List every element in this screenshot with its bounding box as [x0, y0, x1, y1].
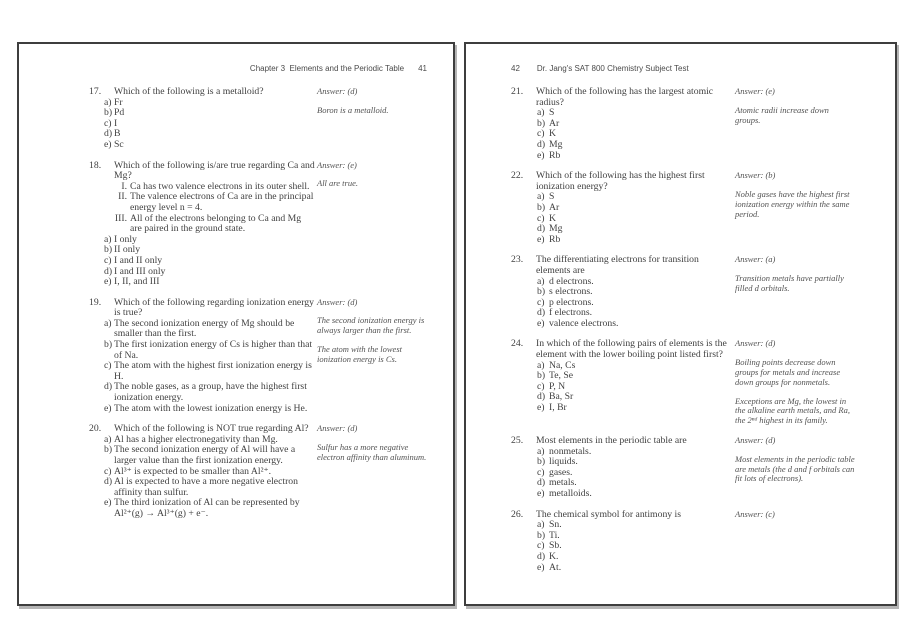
option-label: d) [537, 223, 546, 235]
option-text: I, II, and III [114, 276, 160, 288]
answer-notes [317, 316, 435, 364]
options-list [104, 96, 315, 151]
option-text: The second ionization energy of Mg should be smaller than the first. [114, 317, 295, 340]
question-text: Which of the following is NOT true regarding Al? [114, 423, 309, 435]
question-block [89, 424, 435, 519]
question-text: The differentiating electrons for transition elements are [536, 254, 699, 276]
option-row [537, 563, 733, 574]
question-text: Most elements in the periodic table are [536, 435, 687, 447]
question-content [536, 339, 733, 413]
option-text: Sc [114, 138, 124, 150]
answer-label: Answer: (d) [317, 296, 358, 307]
option-label: c) [104, 254, 112, 266]
answer-notes [735, 274, 855, 294]
option-label: b) [537, 456, 546, 468]
question-block [511, 436, 855, 500]
question-content [104, 296, 315, 415]
question-block [511, 87, 855, 161]
option-label: c) [104, 117, 112, 129]
answer-notes [735, 190, 855, 219]
question-main [89, 298, 315, 415]
option-text: Mg [549, 138, 563, 150]
question-content [104, 86, 315, 151]
option-text: The first ionization energy of Cs is higher than that of Na. [114, 339, 313, 361]
option-row [537, 129, 733, 140]
option-row [104, 119, 315, 130]
option-text: f electrons. [549, 307, 593, 319]
question-block [89, 298, 435, 415]
question-content [536, 510, 733, 574]
question-main [511, 87, 733, 161]
option-label: c) [537, 212, 545, 224]
option-row [104, 361, 315, 382]
question-block [89, 87, 435, 151]
option-row [104, 108, 315, 119]
option-row [104, 319, 315, 340]
question-main [511, 339, 733, 413]
options-list [104, 317, 315, 414]
option-label: c) [104, 360, 112, 372]
answer-note: Atomic radii increase down groups. [735, 104, 829, 125]
option-label: d) [104, 265, 113, 277]
option-text: The atom with the lowest ionization energy is He. [114, 402, 308, 414]
question-main [89, 424, 315, 519]
option-text: I and II only [114, 254, 163, 266]
option-label: a) [537, 359, 545, 371]
option-text: S [549, 107, 555, 119]
option-label: e) [537, 233, 545, 245]
option-label: e) [537, 402, 545, 414]
answer-label: Answer: (d) [735, 435, 776, 446]
option-label: d) [104, 128, 113, 140]
option-row [537, 235, 733, 246]
question-content [536, 171, 733, 245]
answer-notes [735, 106, 855, 126]
answer-label: Answer: (e) [317, 159, 357, 170]
left-page [17, 42, 455, 606]
question-line [511, 339, 733, 413]
option-text: Al is expected to have a more negative electron affinity than sulfur. [114, 476, 298, 498]
option-label: d) [537, 391, 546, 403]
option-text: At. [549, 561, 562, 573]
question-line [89, 424, 315, 519]
option-text: I, Br [549, 402, 567, 414]
option-label: d) [104, 381, 113, 393]
answer-note: Noble gases have the highest first ionization energy within the same period. [735, 188, 850, 219]
question-block [511, 510, 855, 574]
answer-note: Transition metals have partially filled d orbitals. [735, 273, 844, 293]
option-text: Al³⁺ is expected to be smaller than Al²⁺. [114, 465, 272, 477]
answer-column [315, 424, 435, 462]
question-main [511, 255, 733, 329]
question-content [536, 87, 733, 161]
answer-note: All are true. [317, 178, 358, 189]
question-content [536, 255, 733, 329]
answer-note: Most elements in the periodic table are metals (the d and f orbitals can fit lots of electrons). [735, 453, 855, 484]
question-number: 20. [89, 423, 102, 435]
option-label: d) [537, 138, 546, 150]
question-line [511, 87, 733, 161]
question-line [89, 298, 315, 415]
statement-text: All of the electrons belonging to Ca and Mg are paired in the ground state. [130, 212, 302, 235]
option-row [537, 192, 733, 203]
statement-label: III. [114, 212, 127, 224]
answer-column [733, 255, 855, 293]
statement-text: Ca has two valence electrons in its outer shell. [130, 180, 310, 192]
question-line [89, 161, 315, 288]
question-text: Which of the following has the largest atomic radius? [536, 86, 714, 108]
answer-note: Exceptions are Mg, the lowest in the alkaline earth metals, and Ra, the 2ⁿᵈ highest in its family. [735, 395, 850, 426]
option-label: a) [104, 233, 112, 245]
right-page-number: 42 [511, 64, 520, 73]
chapter-title: Chapter 3 Elements and the Periodic Table [249, 64, 405, 73]
question-number: 18. [89, 159, 102, 171]
option-label: b) [537, 117, 546, 129]
option-label: b) [104, 444, 113, 456]
option-text: s electrons. [549, 286, 593, 298]
option-label: b) [537, 529, 546, 541]
option-label: e) [537, 149, 545, 161]
option-row [104, 404, 315, 415]
option-label: e) [104, 402, 112, 414]
option-label: c) [537, 540, 545, 552]
option-label: a) [537, 191, 545, 203]
question-main [89, 87, 315, 151]
question-main [511, 436, 733, 500]
option-row [537, 214, 733, 225]
option-text: Pd [114, 107, 125, 119]
answer-note: The second ionization energy is always larger than the first. [317, 315, 425, 336]
answer-notes [735, 358, 855, 426]
option-text: Te, Se [549, 370, 574, 382]
option-label: d) [104, 476, 113, 488]
option-label: b) [537, 370, 546, 382]
statement-list [114, 182, 315, 235]
option-row [537, 140, 733, 151]
option-label: e) [537, 561, 545, 573]
option-label: a) [537, 519, 545, 531]
question-block [511, 339, 855, 426]
option-text: I and III only [114, 265, 166, 277]
option-label: c) [537, 296, 545, 308]
option-label: a) [537, 275, 545, 287]
options-list [536, 447, 733, 500]
option-text: B [114, 128, 121, 140]
option-text: Na, Cs [549, 359, 576, 371]
option-text: Al has a higher electronegativity than Mg. [114, 433, 278, 445]
options-list [536, 192, 733, 245]
option-label: e) [537, 488, 545, 500]
option-label: b) [537, 286, 546, 298]
question-line [511, 171, 733, 245]
option-text: valence electrons. [549, 317, 619, 329]
question-text: The chemical symbol for antimony is [536, 508, 682, 520]
question-number: 23. [511, 254, 524, 266]
left-questions-column [89, 87, 435, 520]
option-label: e) [104, 138, 112, 150]
answer-notes [735, 455, 855, 484]
option-row [104, 140, 315, 151]
answer-note: Sulfur has a more negative electron affinity than aluminum. [317, 442, 427, 462]
question-line [511, 255, 733, 329]
option-label: b) [104, 107, 113, 119]
answer-label: Answer: (a) [735, 254, 776, 265]
answer-label: Answer: (b) [735, 170, 776, 181]
option-row [537, 151, 733, 162]
statement-label: I. [121, 180, 127, 192]
question-text: Which of the following has the highest first ionization energy? [536, 170, 705, 192]
question-block [511, 171, 855, 245]
option-text: metalloids. [549, 488, 592, 500]
option-text: Mg [549, 223, 563, 235]
option-label: a) [104, 96, 112, 108]
question-number: 22. [511, 170, 524, 182]
option-text: K. [549, 550, 559, 562]
left-page-header [89, 64, 427, 73]
answer-column [315, 161, 435, 190]
option-row [537, 319, 733, 330]
statement-row [114, 192, 315, 213]
question-block [89, 161, 435, 288]
options-list [536, 520, 733, 573]
question-line [89, 87, 315, 151]
option-row [104, 382, 315, 403]
option-text: Rb [549, 149, 561, 161]
option-label: d) [537, 477, 546, 489]
question-content [536, 436, 733, 500]
option-text: Ba, Sr [549, 391, 574, 403]
answer-column [733, 510, 855, 520]
option-text: liquids. [549, 456, 578, 468]
answer-notes [317, 443, 435, 463]
option-text: I only [114, 233, 137, 245]
option-text: Ar [549, 201, 560, 213]
question-text: Which of the following is a metalloid? [114, 86, 264, 97]
question-content [104, 423, 315, 519]
answer-column [315, 298, 435, 365]
answer-label: Answer: (d) [317, 86, 358, 96]
options-list [104, 233, 315, 288]
answer-label: Answer: (e) [735, 86, 775, 96]
option-row [104, 340, 315, 361]
option-text: Sb. [549, 540, 562, 552]
option-row [537, 531, 733, 542]
option-text: Ti. [549, 529, 560, 541]
answer-label: Answer: (d) [317, 423, 358, 434]
options-list [536, 108, 733, 161]
option-text: metals. [549, 477, 577, 489]
option-row [537, 520, 733, 531]
option-label: d) [537, 550, 546, 562]
option-text: K [549, 128, 556, 140]
question-block [511, 255, 855, 329]
option-row [104, 477, 315, 498]
answer-note: Boiling points decrease down groups for metals and increase down groups for nonmetals. [735, 357, 841, 387]
option-label: b) [537, 201, 546, 213]
answer-column [315, 87, 435, 116]
option-label: e) [104, 497, 112, 509]
question-content [104, 159, 315, 288]
option-text: S [549, 191, 555, 203]
option-row [104, 445, 315, 466]
option-text: Rb [549, 233, 561, 245]
option-text: The noble gases, as a group, have the highest first ionization energy. [114, 381, 307, 404]
option-row [537, 108, 733, 119]
right-page-header [511, 64, 855, 73]
options-list [536, 277, 733, 330]
statement-label: II. [118, 191, 127, 203]
right-questions-column [511, 87, 855, 573]
option-label: c) [537, 466, 545, 478]
answer-column [733, 436, 855, 484]
question-line [511, 510, 733, 574]
option-label: a) [537, 445, 545, 457]
option-text: The second ionization energy of Al will have a larger value than the first ionization energy. [114, 444, 296, 466]
question-main [89, 161, 315, 288]
option-row [537, 403, 733, 414]
option-text: The third ionization of Al can be represented by Al²⁺(g) → Al³⁺(g) + e⁻. [114, 497, 300, 519]
question-text: Which of the following regarding ionization energy is true? [114, 296, 314, 319]
option-text: P, N [549, 380, 566, 392]
option-row [537, 203, 733, 214]
option-row [537, 371, 733, 382]
option-text: Sn. [549, 519, 562, 531]
question-text: Which of the following is/are true regarding Ca and Mg? [114, 159, 315, 182]
question-text: In which of the following pairs of elements is the element with the lower boiling point listed first? [536, 338, 727, 361]
option-label: b) [104, 339, 113, 351]
question-number: 17. [89, 86, 102, 97]
question-main [511, 510, 733, 574]
question-main [511, 171, 733, 245]
option-text: p electrons. [549, 296, 594, 308]
answer-notes [317, 179, 435, 189]
option-text: d electrons. [549, 275, 594, 287]
option-row [537, 224, 733, 235]
answer-note: Boron is a metalloid. [317, 104, 389, 115]
answer-column [733, 339, 855, 426]
option-row [537, 489, 733, 500]
option-row [104, 98, 315, 109]
statement-text: The valence electrons of Ca are in the principal energy level n = 4. [130, 191, 314, 213]
option-label: c) [537, 380, 545, 392]
option-row [104, 129, 315, 140]
option-text: nonmetals. [549, 445, 592, 457]
option-label: a) [537, 107, 545, 119]
options-list [104, 433, 315, 520]
option-row [537, 541, 733, 552]
option-label: a) [104, 317, 112, 329]
option-label: d) [537, 307, 546, 319]
option-label: c) [537, 128, 545, 140]
option-text: Fr [114, 96, 123, 108]
book-title: Dr. Jang's SAT 800 Chemistry Subject Test [536, 64, 689, 73]
question-number: 19. [89, 296, 102, 308]
answer-label: Answer: (c) [735, 508, 775, 519]
option-text: II only [114, 244, 141, 256]
option-text: gases. [549, 466, 573, 478]
answer-note: The atom with the lowest ionization energy is Cs. [317, 344, 402, 364]
option-row [537, 552, 733, 563]
right-page [464, 42, 897, 606]
option-text: Ar [549, 117, 560, 129]
option-row [104, 256, 315, 267]
option-label: e) [537, 317, 545, 329]
question-number: 24. [511, 338, 524, 350]
answer-label: Answer: (d) [735, 338, 776, 349]
answer-column [733, 87, 855, 125]
statement-row [114, 214, 315, 235]
options-list [536, 361, 733, 414]
option-label: c) [104, 465, 112, 477]
option-text: I [114, 117, 118, 129]
left-page-number: 41 [418, 64, 427, 73]
question-number: 25. [511, 435, 524, 447]
option-label: b) [104, 244, 113, 256]
option-text: K [549, 212, 556, 224]
option-label: e) [104, 276, 112, 288]
question-number: 26. [511, 508, 524, 520]
answer-column [733, 171, 855, 219]
option-label: a) [104, 433, 112, 445]
question-line [511, 436, 733, 500]
question-number: 21. [511, 86, 524, 97]
option-row [104, 277, 315, 288]
option-text: The atom with the highest first ionization energy is H. [114, 360, 312, 382]
answer-notes [317, 106, 435, 116]
option-row [104, 498, 315, 519]
option-row [537, 119, 733, 130]
